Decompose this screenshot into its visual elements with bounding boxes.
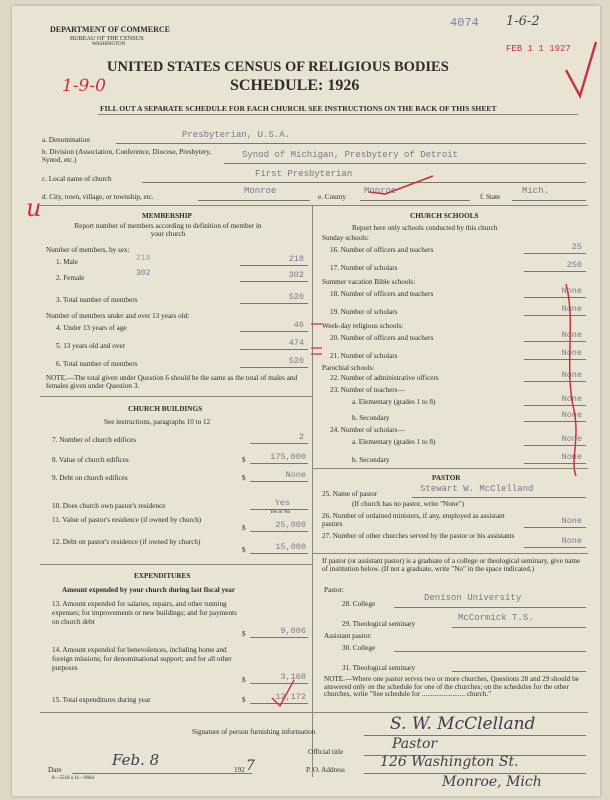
q26-value: None [561,516,582,526]
q29-label: 29. Theological seminary [342,620,416,628]
q4-value: 46 [293,320,304,330]
q24a-label: a. Elementary (grades 1 to 8) [352,438,436,446]
q13-label: 13. Amount expended for salaries, repairs, and other running expenses; for improvements or new buildings; and for payments on church debt [52,600,237,626]
pastor-edu-label: Pastor: [324,586,344,594]
q5-value: 474 [288,338,304,348]
weekday-head: Week-day religious schools: [322,322,404,330]
q9-value: None [285,470,306,480]
q8-label: 8. Value of church edifices [52,456,129,464]
q7-value: 2 [298,432,304,442]
q23-label: 23. Number of teachers— [330,386,405,394]
year-print: 192 [234,766,245,774]
q4-label: 4. Under 13 years of age [56,324,127,332]
q23b-label: b. Secondary [352,414,390,422]
q26-label: 26. Number of ordained ministers, if any, employed as assistant pastors [322,512,505,528]
received-stamp: FEB 1 1 1927 [506,44,571,54]
q2-label: 2. Female [56,274,85,282]
instruction-line: FILL OUT A SEPARATE SCHEDULE FOR EACH CHURCH. SEE INSTRUCTIONS ON THE BACK OF THIS SHEET [100,104,497,113]
q13-value: 9,006 [280,626,306,636]
expenditures-title: EXPENDITURES [134,572,191,580]
red-county-check-icon [367,174,437,196]
schedule-title: SCHEDULE: 1926 [230,77,360,94]
denomination-value: Presbyterian, U.S.A. [182,130,291,140]
signature-value: S. W. McClelland [390,714,536,734]
q14-label: 14. Amount expended for benevolences, including home and foreign missions; for denominational support; and for all other purposes [52,646,232,672]
grad-note: If pastor (or assistant pastor) is a graduate of a college or theological seminary, give name of institution below. (If not a graduate, write "No" in the space indicated.) [322,557,581,573]
asst-edu-label: Assistant pastor: [324,632,372,640]
q8-dollar: $ [242,456,246,464]
hand-mark-left: u [26,194,42,222]
q29-value: McCormick T.S. [458,613,534,623]
q27-label: 27. Number of other churches served by the pastor or his assistants [322,532,515,540]
red-total-check-icon [270,678,296,708]
q23a-label: a. Elementary (grades 1 to 8) [352,398,436,406]
q15-value: 12,172 [275,692,306,702]
q24a-value: None [561,434,582,444]
q20-label: 20. Number of officers and teachers [330,334,434,342]
q12-label: 12. Debt on pastor's residence (if owned by church) [52,538,201,546]
q11-dollar: $ [242,524,246,532]
address-value: 126 Washington St. [380,754,519,770]
q15-label: 15. Total expenditures during year [52,696,151,704]
signature-label: Signature of person furnishing information [192,728,316,736]
q19-value: None [561,304,582,314]
pastor-note: NOTE.—Where one pastor serves two or more churches, Questions 28 and 29 should be answered only on the schedule for one of the churches; on the schedules for the other churches, write "See schedule for ........................ church." [324,675,579,699]
buildings-title: CHURCH BUILDINGS [128,405,203,413]
division-label: b. Division (Association, Conference, Diocese, Presbytery, Synod, etc.) [42,148,212,164]
local-name-value: First Presbyterian [255,169,353,179]
q22-label: 22. Number of administrative officers [330,374,439,382]
schools-title: CHURCH SCHOOLS [410,212,479,220]
sunday-head: Sunday schools: [322,234,369,242]
q15-dollar: $ [242,696,246,704]
q14-dollar: $ [242,676,246,684]
serial-number: 4074 [450,16,479,30]
year-hand: 7 [246,758,255,774]
q25-label: 25. Name of pastor [322,490,378,498]
dept-label: DEPARTMENT OF COMMERCE [50,25,171,34]
state-label: f. State [480,193,501,201]
parochial-head: Parochial schools: [322,364,375,372]
by-sex-label: Number of members, by sex: [46,246,130,254]
q3-value: 520 [288,292,304,302]
q1-value: 218 [288,254,304,264]
q25-note: (If church has no pastor, write "None") [352,500,464,508]
q9-dollar: $ [242,474,246,482]
q21-value: None [561,348,582,358]
city-town-value: Monroe [244,186,277,196]
hand-left-code: 1-9-0 [62,76,106,96]
q8-value: 175,000 [270,452,306,462]
q10-value: Yes [274,498,290,508]
q7-label: 7. Number of church edifices [52,436,137,444]
q16-label: 16. Number of officers and teachers [330,246,434,254]
q11-value: 25,000 [275,520,306,530]
age-head: Number of members under and over 13 years old: [46,312,190,320]
form-title: UNITED STATES CENSUS OF RELIGIOUS BODIES [107,59,449,75]
red-bracket-icon [558,280,588,480]
expenditures-sub: Amount expended by your church during last fiscal year [62,586,236,594]
q13-dollar: $ [242,630,246,638]
q9-label: 9. Debt on church edifices [52,474,128,482]
q1-margin-note: 218 [136,254,151,263]
schools-sub: Report here only schools conducted by this church [352,224,498,232]
q28-value: Denison University [424,593,522,603]
address-value-line2: Monroe, Mich [442,774,542,790]
q11-label: 11. Value of pastor's residence (if owned by church) [52,516,202,524]
red-check-icon [560,40,600,100]
membership-note: NOTE.—The total given under Question 6 should be the same as the total of males and females given under Question 3. [46,374,298,390]
city-label: WASHINGTON [92,42,126,47]
q2-margin-value: 302 [136,269,151,278]
q22-value: None [561,370,582,380]
q20-value: None [561,330,582,340]
form-number: 8—5518 a 11—9664 [52,776,95,781]
q2-value: 302 [288,270,304,280]
q5-label: 5. 13 years old and over [56,342,126,350]
county-value: Monroe [364,186,397,196]
q17-value: 250 [566,260,582,270]
q19-label: 19. Number of scholars [330,308,398,316]
membership-sub: Report number of members according to definition of member in your church [74,222,262,238]
q14-value: 3,168 [280,672,306,682]
q17-label: 17. Number of scholars [330,264,398,272]
q23a-value: None [561,394,582,404]
official-title-value: Pastor [392,736,438,752]
q23b-value: None [561,410,582,420]
bureau-label: BUREAU OF THE CENSUS [70,35,144,42]
summer-head: Summer vacation Bible schools: [322,278,416,286]
county-label: e. County [318,193,346,201]
q6-label: 6. Total number of members [56,360,138,368]
q25-value: Stewart W. McClelland [420,484,534,494]
q3-label: 3. Total number of members [56,296,138,304]
q31-label: 31. Theological seminary [342,664,416,672]
q27-value: None [561,536,582,546]
census-schedule-sheet [12,6,600,796]
q6-value: 520 [288,356,304,366]
q16-value: 25 [571,242,582,252]
hand-code: 1-6-2 [506,14,540,29]
membership-title: MEMBERSHIP [142,212,192,220]
q18-value: None [561,286,582,296]
pastor-title: PASTOR [432,474,461,482]
address-label: P. O. Address [306,766,345,774]
q30-label: 30. College [342,644,376,652]
date-value: Feb. 8 [112,751,160,769]
date-label: Date [48,766,62,774]
division-value: Synod of Michigan, Presbytery of Detroit [242,150,459,160]
q10-label: 10. Does church own pastor's residence [52,502,166,510]
q21-label: 21. Number of scholars [330,352,398,360]
q12-dollar: $ [242,546,246,554]
q1-label: 1. Male [56,258,78,266]
q28-label: 28. College [342,600,376,608]
q18-label: 18. Number of officers and teachers [330,290,434,298]
official-title-label: Official title [308,748,344,756]
local-name-label: c. Local name of church [42,175,112,183]
buildings-sub: See instructions, paragraphs 10 to 12 [104,418,211,426]
yesno-hint: Yes or No [270,510,291,515]
denomination-label: a. Denomination [42,136,90,144]
q24b-value: None [561,452,582,462]
q12-value: 15,000 [275,542,306,552]
q24b-label: b. Secondary [352,456,390,464]
city-town-label: d. City, town, village, or township, etc. [42,193,154,201]
q24-label: 24. Number of scholars— [330,426,405,434]
state-value: Mich. [522,186,550,196]
